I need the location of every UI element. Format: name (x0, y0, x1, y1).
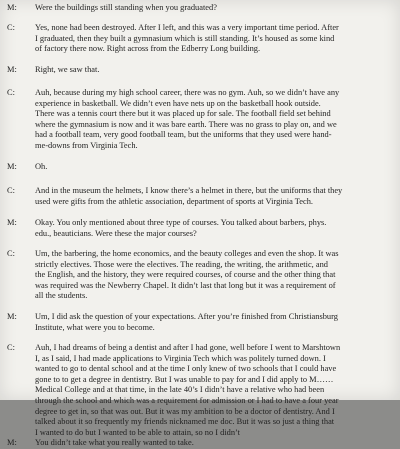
speaker-label: C: (7, 23, 15, 32)
turn-text: Were the buildings still standing when you graduated? (35, 3, 217, 12)
turn-text: Auh, because during my high school career, there was no gym. Auh, so we didn’t have any experience in basketball. We didn’t even have nets up on the basketball hook outside. There was a tennis court there but it was placed up for sale. The football field set behind where the gymnasium is now and it was bare earth. There was no grass to play on, and we had a football team, very good football team, but the uniforms that they used were hand- me-downs from Virginia Tech. (35, 88, 340, 150)
turn-text: Yes, none had been destroyed. After I left, and this was a very important time period. After I graduated, then they built a gymnasium which is still standing. It’s housed as some kind of factory there now. Right across from the Edberry Long building. (35, 23, 339, 54)
speaker-label: C: (7, 186, 15, 195)
speaker-label: M: (7, 218, 17, 227)
turn-text: You didn’t take what you really wanted to take. (35, 438, 194, 447)
speaker-label: M: (7, 312, 17, 321)
turn-text: Oh. (35, 162, 48, 171)
turn-text: Um, I did ask the question of your expectations. After you’re finished from Christiansburg Institute, what were you to become. (35, 312, 338, 332)
speaker-label: C: (7, 343, 15, 352)
turn-text: And in the museum the helmets, I know there’s a helmet in there, but the uniforms that they used were gifts from the athletic association, department of sports at Virginia Tech. (35, 186, 343, 206)
speaker-label: M: (7, 162, 17, 171)
turn-text: Auh, I had dreams of being a dentist and after I had gone, well before I went to Marshtown I, as I said, I had made applications to Virginia Tech which was politely turned down. I wanted to go to dental school and at the time I only knew of two schools that I could have gone to to get a degree in dentistry. But I was unable to pay for and I did apply to M…… Medical College and at that time, in the late 40’s I didn’t have a relative who had been through the school and which was a requirement for admission or I had to have a four year degree to get in, so that was out. But it was my ambition to be a doctor of dentistry. And I talked about it so frequently my friends nicknamed me doc. But it was so just a thing that I wanted to do but I wanted to be able to attain, so no I didn’t (35, 343, 341, 437)
speaker-label: C: (7, 88, 15, 97)
turn-text: Right, we saw that. (35, 65, 100, 74)
turn-text: Okay. You only mentioned about three type of courses. You talked about barbers, phys. edu., beauticians. Were these the major courses? (35, 218, 327, 238)
speaker-label: M: (7, 3, 17, 12)
speaker-label: C: (7, 249, 15, 258)
speaker-label: M: (7, 438, 17, 447)
speaker-label: M: (7, 65, 17, 74)
turn-text: Um, the barbering, the home economics, and the beauty colleges and even the shop. It was strictly electives. Those were the electives. The reading, the writing, the arithmetic, and the English, and the history, they were required courses, of course and the other thing that was required was the Newberry Chapel. It didn’t last that long but it was a requirement of all the students. (35, 249, 339, 301)
